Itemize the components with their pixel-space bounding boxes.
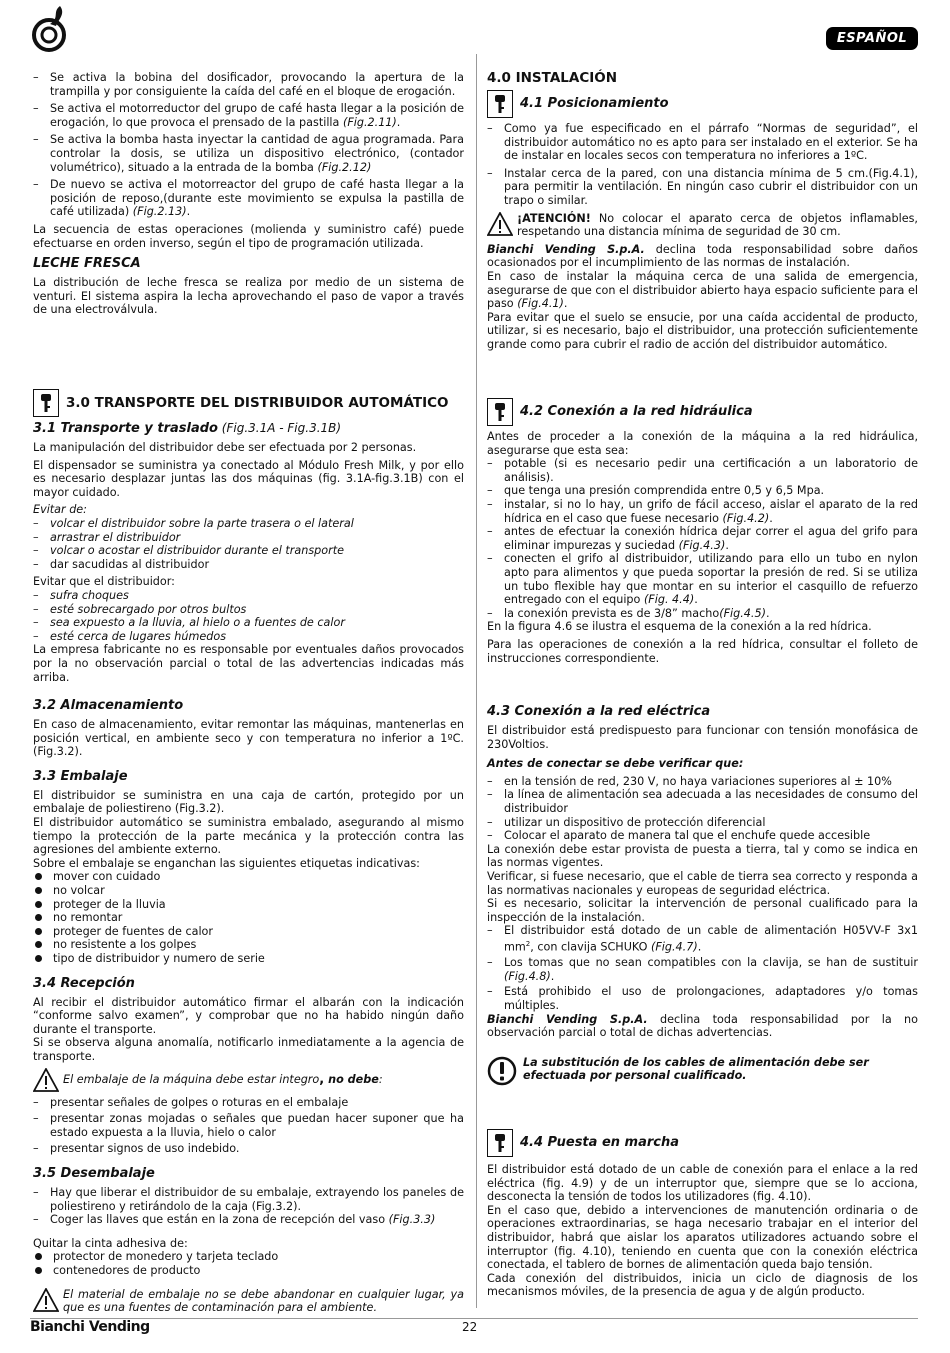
list-item: – volcar el distribuidor sobre la parte trasera o el lateral — [33, 517, 464, 531]
list-item: – Hay que liberar el distribuidor de su embalaje, extrayendo los paneles de poliestireno y retirándolo de la caja (Fig.3.2). — [33, 1186, 464, 1213]
list-item: protector de monedero y tarjeta teclado — [33, 1250, 464, 1264]
subsection-4-1-header — [487, 90, 918, 118]
list-item: – presentar señales de golpes o roturas en el embalaje — [33, 1096, 464, 1110]
section-3-header — [33, 389, 464, 417]
list-item: – utilizar un dispositivo de protección diferencial — [487, 816, 918, 830]
bianchi-logo-icon — [30, 6, 70, 52]
footer-brand: Bianchi Vending — [30, 1319, 150, 1335]
list-item: – volcar o acostar el distribuidor durante el transporte — [33, 544, 464, 558]
subsection-title: 3.1 Transporte y traslado (Fig.3.1A - Fig.3.1B) — [33, 421, 342, 436]
list-item: proteger de la lluvia — [33, 898, 464, 912]
paragraph: En caso de almacenamiento, evitar remontar las máquinas, mantenerlas en posición vertical, en ambiente seco y con temperatura no inferior a 1ºC. (Fig.3.2). — [33, 718, 464, 759]
list-item: – Está prohibido el uso de prolongaciones, adaptadores y/o tomas múltiples. — [487, 985, 918, 1012]
list-item: – Instalar cerca de la pared, con una distancia mínima de 5 cm.(Fig.4.1), para permitir la ventilación. En ningún caso cubrir el distribuidor con un trapo o similar. — [487, 167, 918, 208]
list-item: – conecten el grifo al distribuidor, utilizando para ello un tubo en nylon apto para alimentos y que pueda soportar la presión de red. Si se utiliza un tubo flexible hay que montar en su interior el casquillo de refuerzo entregado con el equipo (Fig. 4.4). — [487, 552, 918, 606]
list-item: – Se activa la bobina del dosificador, provocando la apertura de la trampilla y por consiguiente la caída del café en el bloque de erogación. — [33, 71, 464, 98]
list-item: – Los tomas que no sean compatibles con la clavija, se han de sustituir (Fig.4.8). — [487, 956, 918, 983]
paragraph: El distribuidor está predispuesto para funcionar con tensión monofásica de 230Voltios. — [487, 724, 918, 751]
paragraph: El distribuidor está dotado de un cable de conexión para el enlace a la red eléctrica (fig. 4.9) y de un interruptor que, siempre que se lo acciona, desconecta la tensión de todos los utilizadores (fig. 4.10). — [487, 1163, 918, 1204]
footer-rule — [30, 1318, 918, 1319]
paragraph: La distribución de leche fresca se realiza por medio de un sistema de venturi. El sistema aspira la lecha aprovechando el paso de vapor a través de una electroválvula. — [33, 276, 464, 317]
warning-triangle-icon — [487, 212, 513, 236]
paragraph: Sobre el embalaje se enganchan las siguientes etiquetas indicativas: — [33, 856, 420, 870]
subsection-title: 4.4 Puesta en marcha — [520, 1135, 680, 1150]
paragraph: Antes de proceder a la conexión de la máquina a la red hidráulica, asegurarse que esta sea: — [487, 430, 918, 457]
section-title: 3.0 TRANSPORTE DEL DISTRIBUIDOR AUTOMÁTICO — [66, 395, 449, 411]
section-title: 4.0 INSTALACIÓN — [487, 70, 618, 86]
section-4-3-block — [487, 704, 918, 1086]
paragraph: Al recibir el distribuidor automático firmar el albarán con la indicación “conforme salvo examen”, y comprobar que no ha habido ningún daño durante el transporte. — [33, 995, 464, 1036]
list-item: – antes de efectuar la conexión hídrica dejar correr el agua del grifo para eliminar impurezas y suciedad (Fig.4.3). — [487, 525, 918, 552]
paragraph: La empresa fabricante no es responsable por eventuales daños provocados por la no observación parcial o total de las advertencias indicadas más arriba. — [33, 643, 464, 684]
subsection-4-2-header — [487, 398, 918, 426]
list-item: – esté cerca de lugares húmedos — [33, 630, 464, 644]
list-item: – esté sobrecargado por otros bultos — [33, 603, 464, 617]
paragraph: Si es necesario, solicitar la intervención de personal cualificado para la inspección de la instalación. — [487, 897, 918, 924]
warning-triangle-icon — [33, 1288, 59, 1312]
paragraph: Cada conexión del distribuidos, inicia un ciclo de diagnosis de los mecanismos móviles, de la presencia de agua y de algún producto. — [487, 1271, 918, 1299]
subsection-4-4-header — [487, 1129, 918, 1157]
left-intro-block — [33, 71, 464, 317]
list-item: contenedores de producto — [33, 1264, 464, 1278]
paragraph: Para evitar que el suelo se ensucie, por una caída accidental de producto, utilizar, si es necesario, bajo el distribuidor, una protección suficientemente grande como para cubrir el radio de acción del distribuidor automático. — [487, 310, 918, 351]
page-number: 22 — [462, 1320, 478, 1334]
paragraph: Bianchi Vending S.p.A. declina toda responsabilidad sobre daños ocasionados por el incumplimiento de las normas de instalación. — [487, 242, 918, 270]
warning-note: ¡ATENCIÓN! No colocar el aparato cerca de objetos inflamables, respetando una distancia mínima de seguridad de 30 cm. — [487, 212, 918, 239]
list-item: tipo de distribuidor y numero de serie — [33, 952, 464, 966]
paragraph: La manipulación del distribuidor debe ser efectuada por 2 personas. — [33, 441, 417, 454]
key-icon — [487, 398, 513, 426]
list-item: mover con cuidado — [33, 870, 464, 884]
list-item: – Se activa el motorreductor del grupo de café hasta llegar a la posición de erogación, lo que provoca el prensado de la pastilla (Fig.2.11). — [33, 102, 464, 129]
list-item: – Colocar el aparato de manera tal que el enchufe quede accesible — [487, 829, 918, 843]
warning-note: El material de embalaje no se debe abandonar en cualquier lugar, ya que es una fuentes de contaminación para el ambiente. — [33, 1288, 464, 1315]
list-item: proteger de fuentes de calor — [33, 925, 464, 939]
exclamation-circle-icon — [487, 1056, 517, 1086]
paragraph: El distribuidor se suministra en una caja de cartón, protegido por un embalaje de poliestireno (Fig.3.2). — [33, 788, 464, 816]
key-icon — [487, 90, 513, 118]
paragraph: El distribuidor automático se suministra embalado, asegurando al mismo tiempo la protección de la parte mecánica y la protección contra las agresiones del ambiente externo. — [33, 816, 464, 857]
list-item: – arrastrar el distribuidor — [33, 531, 464, 545]
avoid2-title: Evitar que el distribuidor: — [33, 575, 175, 589]
paragraph: Verificar, si fuese necesario, que el cable de tierra sea correcto y responda a las normativas nacionales y europeas de seguridad eléctrica. — [487, 869, 918, 897]
list-item: – Coger las llaves que están en la zona de recepción del vaso (Fig.3.3) — [33, 1213, 464, 1227]
list-item: – presentar zonas mojadas o señales que puedan hacer suponer que ha estado expuesta a la lluvia, hielo o calor — [33, 1112, 464, 1139]
list-item: – sufra choques — [33, 589, 464, 603]
avoid-title: Evitar de: — [33, 503, 87, 517]
subsection-title: 4.2 Conexión a la red hidráulica — [520, 404, 753, 419]
language-badge: ESPAÑOL — [826, 27, 918, 50]
subsection-title: 3.5 Desembalaje — [33, 1165, 155, 1181]
list-item: – sea expuesto a la lluvia, al hielo o a fuentes de calor — [33, 616, 464, 630]
column-divider — [476, 54, 477, 1308]
list-item: – la conexión prevista es de 3/8” macho(Fig.4.5). — [487, 607, 918, 621]
list-item: – El distribuidor está dotado de un cable de alimentación H05VV-F 3x1 $mm^2$, con clavija SCHUKO (Fig.4.7). — [487, 924, 918, 954]
list-item: – en la tensión de red, 230 V, no haya variaciones superiores al ± 10% — [487, 775, 918, 789]
section-title-leche: LECHE FRESCA — [33, 256, 141, 272]
key-icon — [33, 389, 59, 417]
subsection-title: 3.3 Embalaje — [33, 768, 128, 784]
paragraph: Si se observa alguna anomalía, notificarlo inmediatamente a la agencia de transporte. — [33, 1036, 464, 1063]
list-item: – De nuevo se activa el motorreactor del grupo de café hasta llegar a la posición de reposo,(durante este movimiento se expulsa la pastilla de café utilizada) (Fig.2.13). — [33, 178, 464, 219]
paragraph: La conexión debe estar provista de puesta a tierra, tal y como se indica en las normas vigentes. — [487, 842, 918, 870]
list-item: – la línea de alimentación sea adecuada a las necesidades de consumo del distribuidor — [487, 788, 918, 815]
list-item: – instalar, si no lo hay, un grifo de fácil acceso, aislar el aparato de la red hídrica en el caso que fuese necesario (Fig.4.2). — [487, 498, 918, 525]
subsection-title: 3.4 Recepción — [33, 975, 135, 991]
list-item: – Se activa la bomba hasta inyectar la cantidad de agua programada. Para controlar la dosis, se utiliza un dispositivo electrónico, (contador volumétrico), situado a la entrada de la bomba (Fig.2.12) — [33, 133, 464, 174]
key-icon — [487, 1129, 513, 1157]
section-3-block — [33, 389, 464, 1315]
warning-triangle-icon — [33, 1068, 59, 1092]
subsection-title: 3.2 Almacenamiento — [33, 698, 184, 714]
paragraph: La secuencia de estas operaciones (molienda y suministro café) puede efectuarse en orden inverso, según el tipo de programación utilizada. — [33, 222, 464, 250]
section-4-2-block — [487, 398, 918, 665]
list-item: no remontar — [33, 911, 464, 925]
list-item: no resistente a los golpes — [33, 938, 464, 952]
paragraph: Bianchi Vending S.p.A. declina toda responsabilidad por la no observación parcial o total de dichas advertencias. — [487, 1012, 918, 1040]
paragraph: Para las operaciones de conexión a la red hídrica, consultar el folleto de instrucciones correspondiente. — [487, 637, 918, 665]
paragraph: En caso de instalar la máquina cerca de una salida de emergencia, asegurarse de que con el distribuidor abierto haya espacio suficiente para el paso (Fig.4.1). — [487, 269, 918, 311]
important-note: La substitución de los cables de alimentación debe ser efectuada por personal cualificado. — [487, 1056, 918, 1086]
list-item: – presentar signos de uso indebido. — [33, 1142, 464, 1156]
list-item: – dar sacudidas al distribuidor — [33, 558, 464, 572]
list-item: – Como ya fue especificado en el párrafo “Normas de seguridad”, el distribuidor automático no es apto para ser instalado en el exterior. Se ha de instalar en locales secos con temperatura no inferiores a 1ºC. — [487, 122, 918, 163]
verification-title: Antes de conectar se debe verificar que: — [487, 757, 744, 771]
paragraph: El dispensador se suministra ya conectado al Módulo Fresh Milk, y por ello es necesario desplazar juntas las dos máquinas (fig. 3.1A-fig.3.1B) con el mayor cuidado. — [33, 458, 464, 499]
paragraph: En el caso que, debido a intervenciones de manutención ordinaria o de operaciones extraordinarias, se haga necesario trabajar en el interior del distribuidor, habrá que aislar los aparatos utilizadores actuando sobre el interruptor (fig. 4.10), teniendo en cuenta que con la conexión eléctrica conectada, el tablero de bornes de alimentación queda bajo tensión. — [487, 1203, 918, 1272]
paragraph: En la figura 4.6 se ilustra el esquema de la conexión a la red hídrica. — [487, 620, 872, 634]
list-item: no volcar — [33, 884, 464, 898]
subsection-title: 4.1 Posicionamiento — [520, 96, 669, 111]
paragraph: Quitar la cinta adhesiva de: — [33, 1236, 188, 1250]
subsection-title: 4.3 Conexión a la red eléctrica — [487, 704, 711, 719]
section-4-block — [487, 70, 918, 352]
list-item: – potable (si es necesario pedir una certificación a un laboratorio de análisis). — [487, 457, 918, 484]
section-4-4-block — [487, 1129, 918, 1299]
warning-note: El embalaje de la máquina debe estar integro, no debe: — [33, 1068, 464, 1092]
list-item: – que tenga una presión comprendida entre 0,5 y 6,5 Mpa. — [487, 484, 918, 498]
